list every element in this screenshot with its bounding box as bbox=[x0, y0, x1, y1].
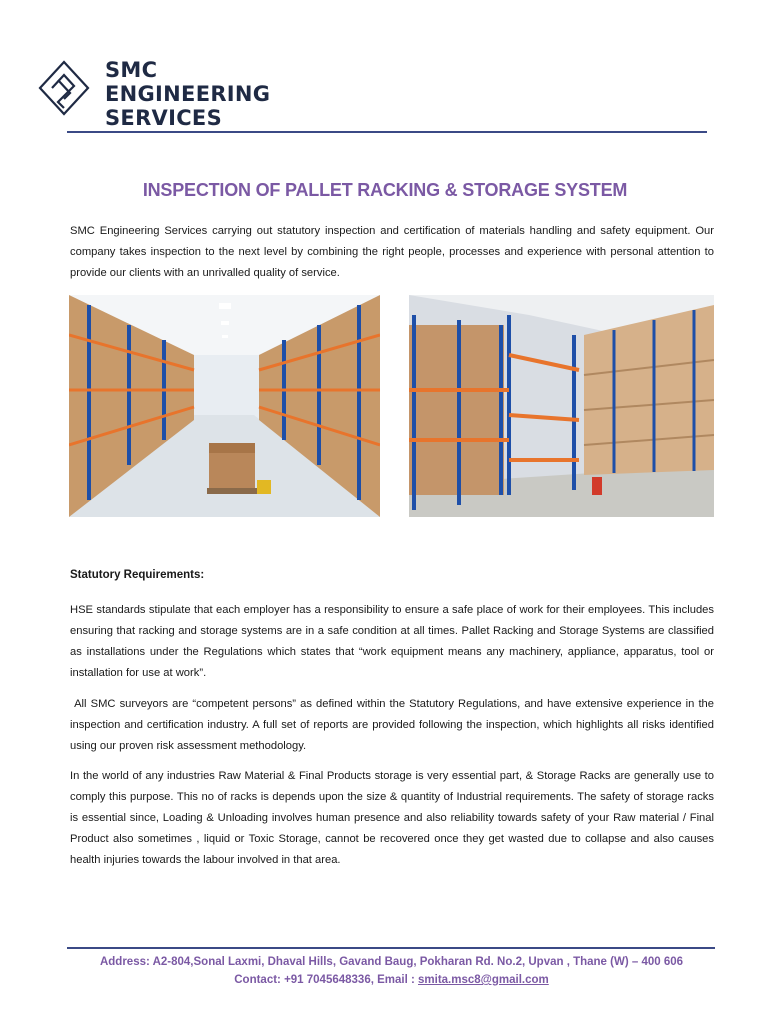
paragraph-surveyors: All SMC surveyors are “competent persons” as defined within the Statutory Regulations, and have extensive experience in the inspection and certification industry. A full set of reports are provided following the inspection, which highlights all risks identified using our proven risk assessment methodology. bbox=[70, 698, 714, 752]
company-logo-text bbox=[105, 58, 270, 130]
header-divider bbox=[67, 131, 707, 133]
footer-divider bbox=[67, 947, 715, 949]
document-title: INSPECTION OF PALLET RACKING & STORAGE SYSTEM bbox=[142, 180, 628, 200]
intro-paragraph: SMC Engineering Services carrying out statutory inspection and certification of materials handling and safety equipment. Our company takes inspection to the next level by combining the right people, processes and experience with personal attention to provide our clients with an unrivalled quality of service. bbox=[70, 225, 714, 279]
footer-contact bbox=[0, 971, 770, 989]
logo-line-services: SERVICES bbox=[105, 106, 222, 130]
email-link[interactable]: smita.msc8@gmail.com bbox=[418, 974, 549, 986]
footer-address: Address: A2-804,Sonal Laxmi, Dhaval Hills, Gavand Baug, Pokharan Rd. No.2, Upvan , Thane (W) – 400 606 bbox=[99, 956, 684, 968]
warehouse-aisle-photo bbox=[69, 295, 380, 517]
footer bbox=[0, 953, 770, 989]
section-heading: Statutory Requirements: bbox=[70, 569, 205, 581]
logo-line-engineering: ENGINEERING bbox=[105, 82, 271, 106]
paragraph-hse: HSE standards stipulate that each employer has a responsibility to ensure a safe place of work for their employees. This includes ensuring that racking and storage systems are in a safe condition at all times. Pallet Racking and Storage Systems are classified as installations under the Regulations which states that “work equipment means any machinery, appliance, apparatus, tool or installation for use at work”. bbox=[70, 604, 714, 679]
footer-contact-text: Contact: +91 7045648336, Email : bbox=[234, 974, 419, 986]
company-logo-icon bbox=[38, 60, 90, 130]
logo-line-smc: SMC bbox=[105, 58, 158, 82]
warehouse-racks-photo bbox=[409, 295, 714, 517]
paragraph-storage: In the world of any industries Raw Material & Final Products storage is very essential part, & Storage Racks are generally use to comply this purpose. This no of racks is depends upon the size & quantity of Industrial requirements. The safety of storage racks is essential since, Loading & Unloading involves human presence and also reliability towards safety of your Raw material / Final Product also sometimes , liquid or Toxic Storage, cannot be recovered once they get wasted due to collapse and also causes health injuries towards the labour involved in that area. bbox=[70, 770, 714, 866]
